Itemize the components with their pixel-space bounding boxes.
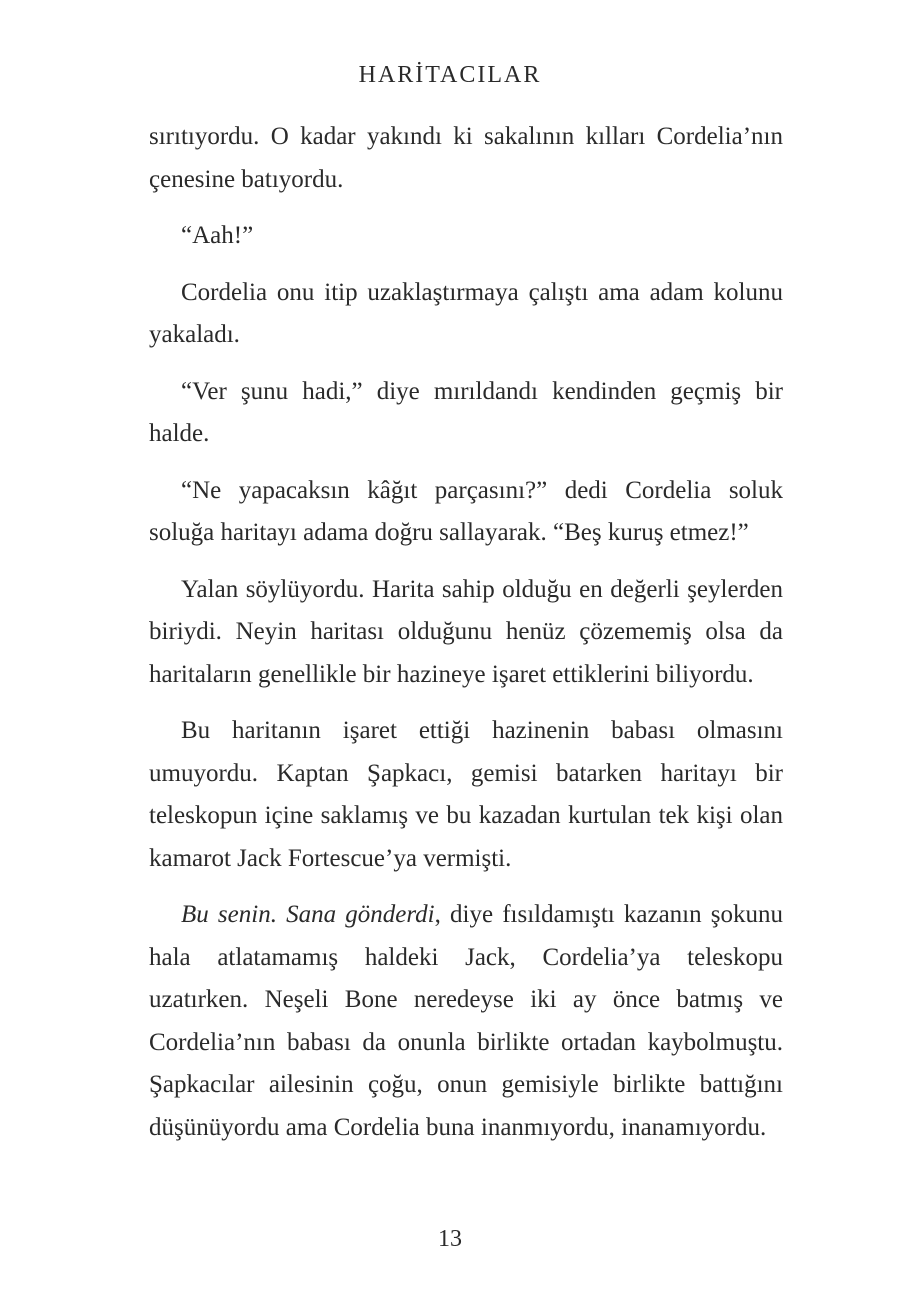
paragraph: “Ver şunu hadi,” diye mırıldandı kendinden geçmiş bir halde.	[149, 377, 783, 447]
italic-quote: Bu senin. Sana gönderdi	[181, 901, 435, 928]
paragraph: Bu haritanın işaret ettiği hazinenin babası olmasını umuyordu. Kaptan Şapkacı, gemisi batarken haritayı bir teleskopun içine saklamış ve bu kazadan kurtulan tek kişi olan kamarot Jack Fortescue’ya vermişti.	[149, 717, 783, 872]
paragraph: Yalan söylüyordu. Harita sahip olduğu en değerli şeylerden biriydi. Neyin haritası olduğunu henüz çözememiş olsa da haritaların genellikle bir hazineye işaret ettiklerini biliyordu.	[149, 575, 783, 688]
paragraph: Cordelia onu itip uzaklaştırmaya çalıştı ama adam kolunu yakaladı.	[149, 278, 783, 348]
paragraph: “Ne yapacaksın kâğıt parçasını?” dedi Cordelia soluk soluğa haritayı adama doğru sallayarak. “Beş kuruş etmez!”	[149, 476, 783, 546]
paragraph: sırıtıyordu. O kadar yakındı ki sakalının kılları Cordelia’nın çenesine batıyordu.	[149, 123, 783, 193]
body-text	[149, 116, 783, 1163]
running-head: HARİTACILAR	[358, 62, 542, 88]
paragraph-rest: , diye fısıldamıştı kazanın şokunu hala atlatamamış haldeki Jack, Cordelia’ya teleskopu uzatırken. Neşeli Bone neredeyse iki ay önce batmış ve Cordelia’nın babası da onunla birlikte ortadan kaybolmuştu. Şapkacılar ailesinin çoğu, onun gemisiyle birlikte battığını düşünüyordu ama Cordelia buna inanmıyordu, inanamıyordu.	[149, 901, 783, 1141]
paragraph-last	[149, 894, 783, 1149]
page-number: 13	[438, 1226, 462, 1252]
paragraph: “Aah!”	[181, 222, 254, 249]
